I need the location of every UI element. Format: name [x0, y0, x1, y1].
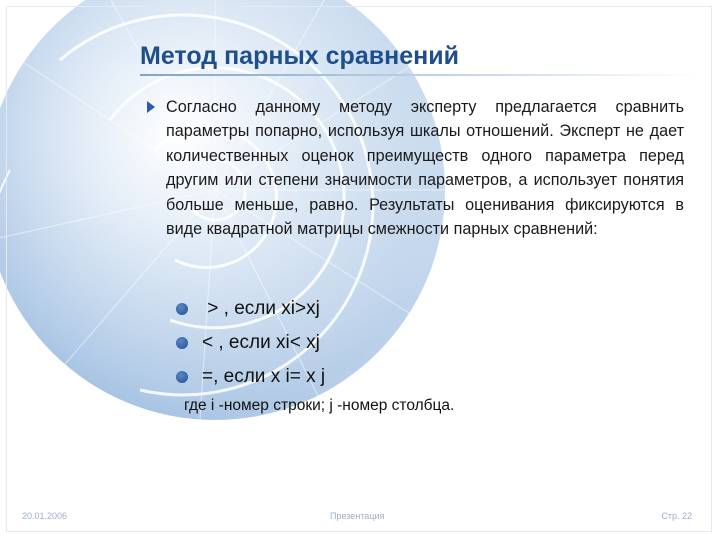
list-item — [176, 292, 325, 326]
round-bullet-icon — [176, 303, 188, 315]
rule-greater: > , если xi>xj — [202, 298, 320, 319]
title-underline — [140, 74, 700, 76]
round-bullet-icon — [176, 371, 188, 383]
footer-date: 20.01.2006 — [22, 511, 68, 521]
round-bullet-icon — [176, 337, 188, 349]
list-item — [176, 360, 325, 394]
footer-page-number: Стр. 22 — [661, 511, 692, 521]
rule-equal: =, если x i= x j — [202, 366, 326, 387]
comparison-rules-list — [176, 292, 325, 394]
index-note: где i -номер строки; j -номер столбца. — [184, 397, 455, 414]
footer-presentation-label: Презентация — [330, 511, 385, 521]
list-item — [176, 326, 325, 360]
body-paragraph: Согласно данному методу эксперту предлагается сравнить параметры попарно, используя шкалы отношений. Эксперт не дает количественных оценок преимуществ одного параметра перед другим или степени значимости параметров, а использует понятия больше меньше, равно. Результаты оценивания фиксируются в виде квадратной матрицы смежности парных сравнений: — [166, 98, 684, 239]
slide-title: Метод парных сравнений — [140, 42, 459, 70]
rule-less: < , если xi< xj — [202, 332, 320, 353]
triangle-bullet-icon — [146, 100, 156, 114]
